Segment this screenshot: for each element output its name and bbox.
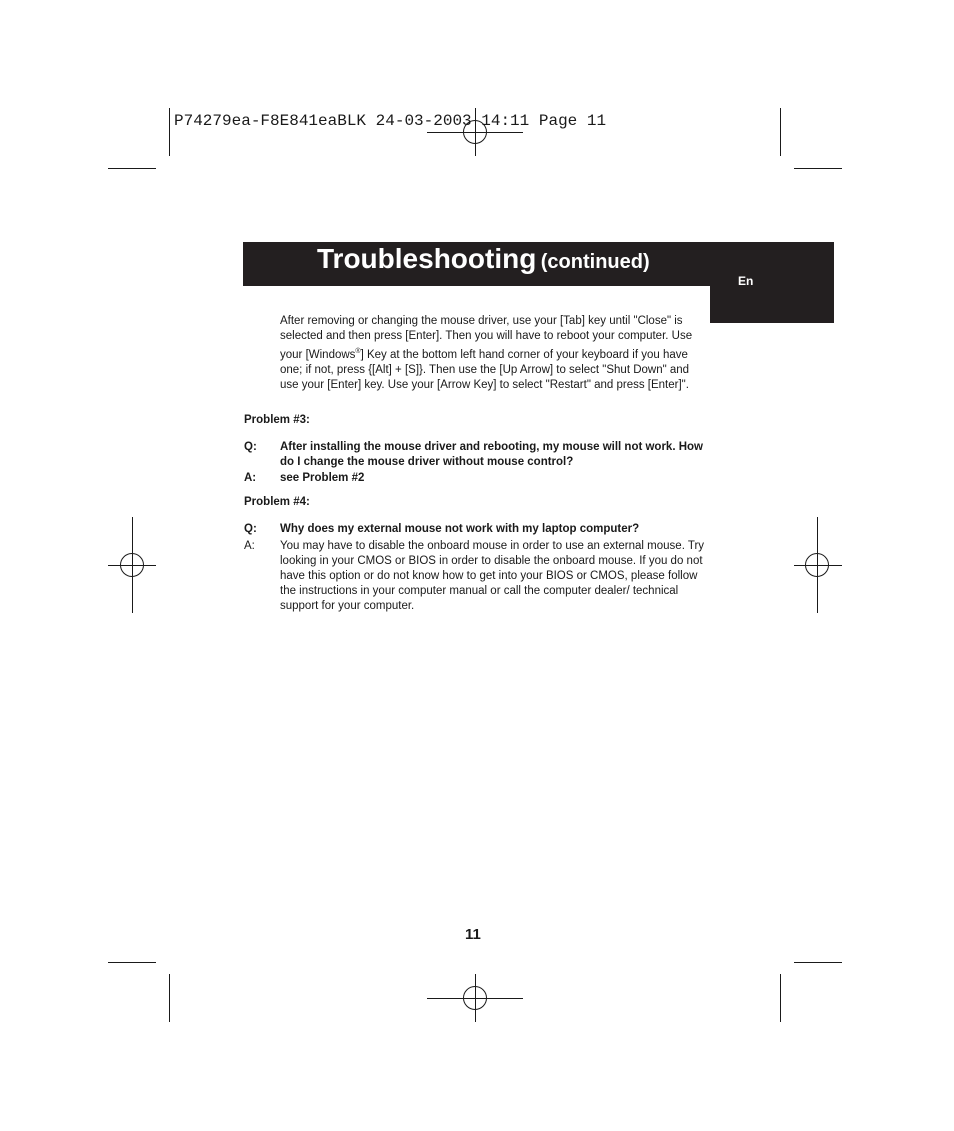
page-number: 11 xyxy=(465,926,481,943)
registered-mark: ® xyxy=(355,348,361,355)
page-title-suffix: (continued) xyxy=(540,251,650,273)
problem-3-question: After installing the mouse driver and rebooting, my mouse will not work. How do I change the mouse driver without mouse control? xyxy=(280,441,703,468)
problem-4-heading: Problem #4: xyxy=(244,496,310,508)
problem-3-heading: Problem #3: xyxy=(244,414,310,426)
language-tab xyxy=(710,286,834,323)
problem-3-a-label: A: xyxy=(244,472,257,484)
problem-3-q-label: Q: xyxy=(244,441,257,453)
intro-text-2: ] Key at the bottom left hand corner of your keyboard if you have one; if not, press {[Alt] + [S]}. Then use the [Up Arrow] to select "Shut Down" and use your [Enter] key. Use your [Arrow Key] to select "Restart" and press [Enter]". xyxy=(280,348,690,391)
page-title-main: Troubleshooting xyxy=(317,243,537,274)
problem-4-question: Why does my external mouse not work with my laptop computer? xyxy=(280,523,640,535)
intro-paragraph xyxy=(280,314,710,393)
problem-4-answer: You may have to disable the onboard mouse in order to use an external mouse. Try looking in your CMOS or BIOS in order to disable the onboard mouse. If you do not have this option or do not know how to get into your BIOS or CMOS, please follow the instructions in your computer manual or call the computer dealer/ technical support for your computer. xyxy=(280,540,705,612)
problem-4-q-label: Q: xyxy=(244,523,257,535)
problem-4-a-label: A: xyxy=(244,540,255,552)
intro-text-1: After removing or changing the mouse driver, use your [Tab] key until "Close" is selected and then press [Enter]. Then you will have to reboot your computer. Use your [Windows xyxy=(280,315,693,361)
language-label: En xyxy=(738,274,754,288)
page-title xyxy=(317,243,650,275)
print-slug: P74279ea-F8E841eaBLK 24-03-2003 14:11 Page 11 xyxy=(174,112,607,130)
problem-3-answer: see Problem #2 xyxy=(280,472,365,484)
